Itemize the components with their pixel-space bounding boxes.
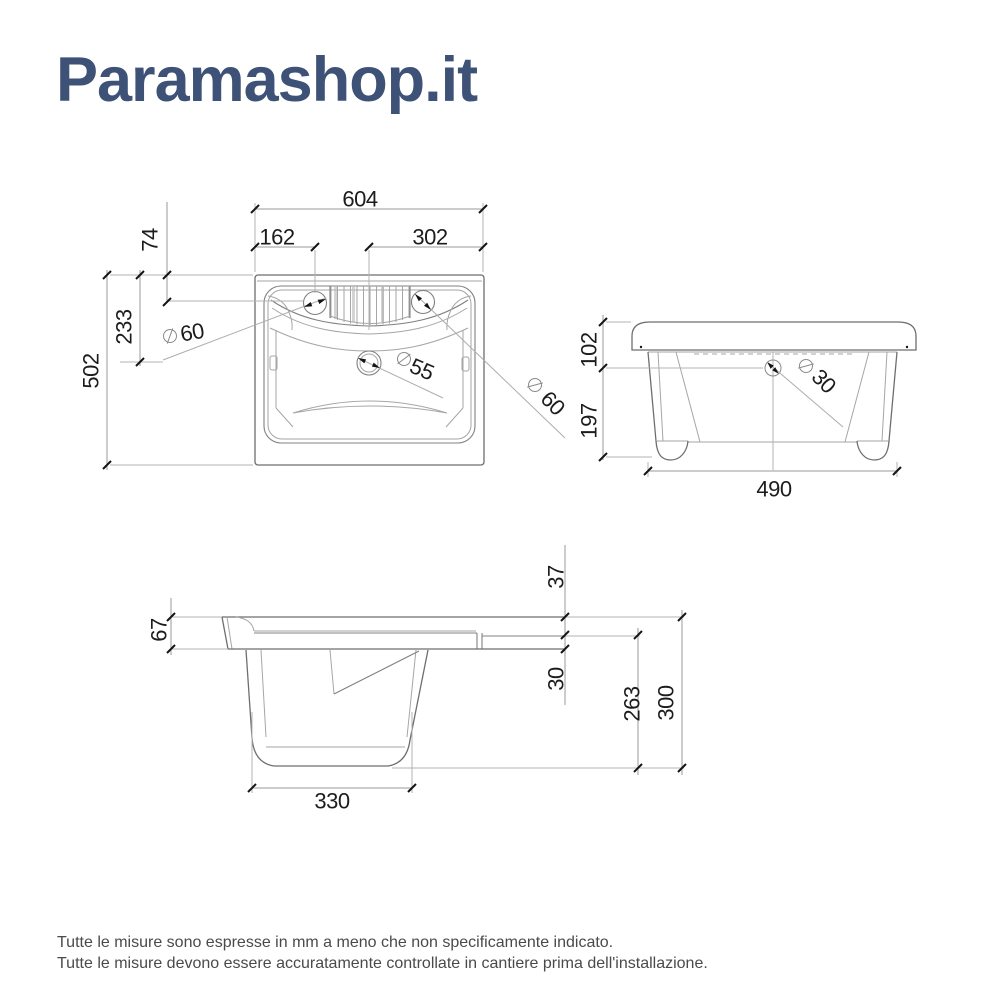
dim-front-hole-diameter: 30: [806, 363, 842, 399]
measurement-notes: [57, 932, 708, 974]
section-view: [147, 545, 686, 814]
dim-section-shelf-to-edge: 30: [543, 667, 569, 691]
diameter-icon: [525, 375, 544, 394]
diameter-icon: [796, 356, 815, 375]
dim-plan-depth: 502: [78, 353, 104, 389]
dim-plan-hole-left-offset: 162: [259, 224, 295, 250]
front-view: [577, 315, 916, 502]
dim-section-overall-height: 300: [653, 685, 679, 721]
dim-plan-drain-from-front: 233: [111, 309, 137, 345]
tap-hole-left: [304, 292, 327, 315]
dim-plan-hole-center-offset: 302: [412, 224, 448, 250]
note-line-2: Tutte le misure devono essere accuratamente controllate in cantiere prima dell'installazione.: [57, 955, 708, 972]
dim-section-bowl-depth: 263: [619, 686, 645, 722]
dim-front-feet-span: 490: [756, 476, 792, 502]
dim-section-shelf-drop: 37: [543, 565, 569, 589]
dim-drain-diameter: 55: [406, 353, 438, 386]
brand-logo: Paramashop.it: [56, 45, 478, 115]
plan-view: [79, 187, 570, 470]
note-line-1: Tutte le misure sono espresse in mm a meno che non specificamente indicato.: [57, 934, 614, 951]
dim-plan-width: 604: [342, 186, 378, 212]
dim-hole-left-diameter: 60: [178, 317, 206, 347]
dim-section-front-edge: 67: [146, 618, 172, 642]
diameter-icon: [162, 328, 177, 344]
dim-section-bowl-width: 330: [314, 788, 350, 814]
dim-hole-right-diameter: 60: [535, 385, 571, 421]
washboard-ribs: [330, 286, 410, 325]
dim-front-leg-height: 197: [576, 403, 602, 439]
dim-front-rim-height: 102: [576, 332, 602, 368]
dim-plan-holes-from-front: 74: [137, 228, 163, 252]
